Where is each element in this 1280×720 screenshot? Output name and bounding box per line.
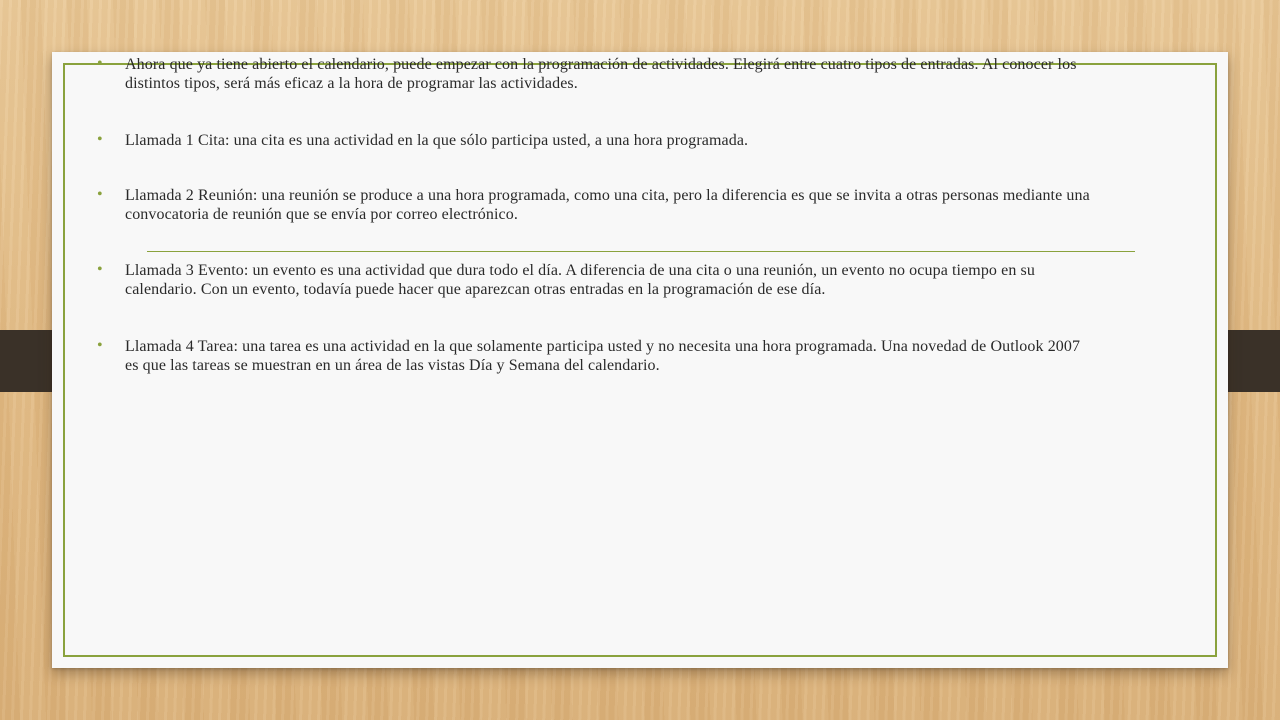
bullet-icon: • (97, 55, 103, 72)
bullet-item-evento (97, 261, 1097, 299)
bullet-icon: • (97, 261, 103, 278)
bullet-item-intro (97, 55, 1097, 93)
bullet-text-tarea: Llamada 4 Tarea: una tarea es una actividad en la que solamente participa usted y no necesita una hora programada. Una novedad de Outlook 2007 es que las tareas se muestran en un área de las vistas Día y Semana del calendario. (125, 338, 1081, 374)
bullet-item-tarea (97, 337, 1097, 375)
bullet-text-reunion: Llamada 2 Reunión: una reunión se produce a una hora programada, como una cita, pero la diferencia es que se invita a otras personas mediante una convocatoria de reunión que se envía por correo electrónico. (125, 187, 1090, 223)
bullet-icon: • (97, 337, 103, 354)
bullet-icon: • (97, 186, 103, 203)
bullet-item-reunion (97, 186, 1097, 224)
bullet-icon: • (97, 131, 103, 148)
bullet-text-intro: Ahora que ya tiene abierto el calendario, puede empezar con la programación de actividades. Elegirá entre cuatro tipos de entradas. Al conocer los distintos tipos, será más eficaz a la hora de programar las actividades. (125, 56, 1077, 92)
bullet-item-cita (97, 131, 1097, 150)
bullet-list (97, 55, 1097, 375)
bullet-text-evento: Llamada 3 Evento: un evento es una actividad que dura todo el día. A diferencia de una cita o una reunión, un evento no ocupa tiempo en su calendario. Con un evento, todavía puede hacer que aparezcan otras entradas en la programación de ese día. (125, 262, 1035, 298)
bullet-text-cita: Llamada 1 Cita: una cita es una actividad en la que sólo participa usted, a una hora programada. (125, 132, 749, 149)
